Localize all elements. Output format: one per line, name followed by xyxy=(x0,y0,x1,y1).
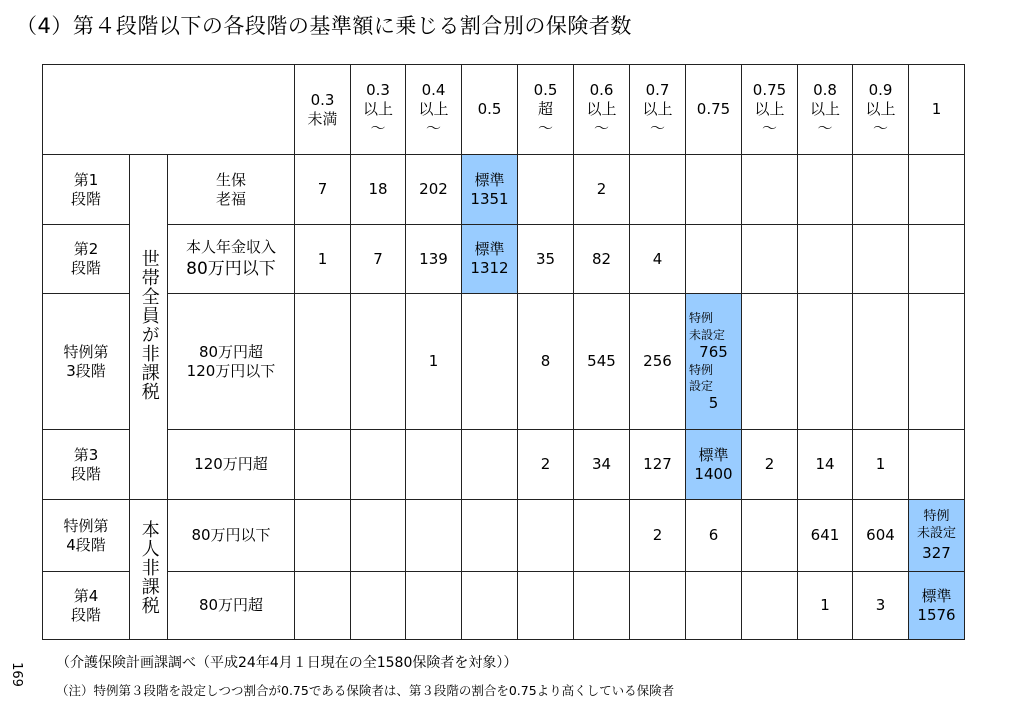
value-cell: 4 xyxy=(630,225,686,294)
value-cell: 2 xyxy=(518,430,574,500)
value-cell xyxy=(909,430,965,500)
value-cell: 202 xyxy=(406,155,462,225)
value-cell xyxy=(351,500,406,572)
value-cell: 18 xyxy=(351,155,406,225)
value-cell xyxy=(351,430,406,500)
stage-label: 第4 段階 xyxy=(43,572,130,640)
source-note: （介護保険計画課調べ（平成24年4月１日現在の全1580保険者を対象）） xyxy=(56,655,518,671)
header-row xyxy=(43,65,965,155)
value-cell: 6 xyxy=(686,500,742,572)
value-cell xyxy=(574,572,630,640)
header-corner xyxy=(43,65,295,155)
value-cell xyxy=(295,572,351,640)
value-cell xyxy=(909,155,965,225)
income-label: 80万円超 xyxy=(168,572,295,640)
group-label-honnin: 本人非課税 xyxy=(130,500,168,640)
page-number: 169 xyxy=(8,662,24,687)
value-cell xyxy=(406,572,462,640)
header-cell: 0.3 以上 ～ xyxy=(351,65,406,155)
value-cell xyxy=(686,155,742,225)
stage-label: 特例第 3段階 xyxy=(43,294,130,430)
value-cell xyxy=(630,155,686,225)
stage-label: 特例第 4段階 xyxy=(43,500,130,572)
value-cell: 127 xyxy=(630,430,686,500)
standard-cell: 標準 1400 xyxy=(686,430,742,500)
income-label: 80万円超 120万円以下 xyxy=(168,294,295,430)
value-cell: 34 xyxy=(574,430,630,500)
value-cell xyxy=(742,155,798,225)
value-cell xyxy=(295,294,351,430)
value-cell xyxy=(574,500,630,572)
value-cell xyxy=(909,294,965,430)
value-cell: 2 xyxy=(630,500,686,572)
value-cell xyxy=(462,294,518,430)
value-cell xyxy=(518,572,574,640)
standard-cell: 標準 1576 xyxy=(909,572,965,640)
header-cell: 0.4 以上 ～ xyxy=(406,65,462,155)
value-cell xyxy=(742,572,798,640)
table-row xyxy=(43,500,965,572)
header-cell: 0.8 以上 ～ xyxy=(798,65,853,155)
value-cell xyxy=(686,225,742,294)
stage-label: 第3 段階 xyxy=(43,430,130,500)
table-row xyxy=(43,225,965,294)
value-cell: 7 xyxy=(351,225,406,294)
special-setting-cell: 特例 未設定 765 特例 設定 5 xyxy=(686,294,742,430)
value-cell: 2 xyxy=(742,430,798,500)
value-cell xyxy=(462,430,518,500)
header-cell: 0.5 超 ～ xyxy=(518,65,574,155)
header-cell: 0.9 以上 ～ xyxy=(853,65,909,155)
value-cell: 1 xyxy=(295,225,351,294)
value-cell xyxy=(630,572,686,640)
income-label: 生保 老福 xyxy=(168,155,295,225)
value-cell: 1 xyxy=(406,294,462,430)
special-setting-cell: 特例 未設定 327 xyxy=(909,500,965,572)
value-cell xyxy=(406,430,462,500)
value-cell: 8 xyxy=(518,294,574,430)
value-cell xyxy=(518,155,574,225)
value-cell xyxy=(798,225,853,294)
table-row xyxy=(43,294,965,430)
header-cell: 0.5 xyxy=(462,65,518,155)
income-label: 120万円超 xyxy=(168,430,295,500)
header-cell: 0.6 以上 ～ xyxy=(574,65,630,155)
value-cell xyxy=(351,572,406,640)
footnote: （注）特例第３段階を設定しつつ割合が0.75である保険者は、第３段階の割合を0.75より高くしている保険者 xyxy=(56,683,675,698)
value-cell: 604 xyxy=(853,500,909,572)
header-cell: 0.3 未満 xyxy=(295,65,351,155)
value-cell xyxy=(742,500,798,572)
header-cell: 1 xyxy=(909,65,965,155)
table-row xyxy=(43,430,965,500)
value-cell xyxy=(351,294,406,430)
value-cell xyxy=(518,500,574,572)
page-title: （4）第４段階以下の各段階の基準額に乗じる割合別の保険者数 xyxy=(16,14,632,38)
value-cell: 641 xyxy=(798,500,853,572)
standard-cell: 標準 1312 xyxy=(462,225,518,294)
income-label: 80万円以下 xyxy=(168,500,295,572)
standard-cell: 標準 1351 xyxy=(462,155,518,225)
value-cell: 545 xyxy=(574,294,630,430)
group-label-setai: 世帯全員が非課税 xyxy=(130,155,168,500)
table-row xyxy=(43,572,965,640)
value-cell: 2 xyxy=(574,155,630,225)
value-cell xyxy=(742,294,798,430)
value-cell xyxy=(462,572,518,640)
value-cell xyxy=(798,155,853,225)
value-cell: 1 xyxy=(798,572,853,640)
value-cell: 139 xyxy=(406,225,462,294)
value-cell xyxy=(295,430,351,500)
value-cell: 256 xyxy=(630,294,686,430)
header-cell: 0.7 以上 ～ xyxy=(630,65,686,155)
insurer-ratio-table xyxy=(42,64,965,640)
value-cell: 1 xyxy=(853,430,909,500)
header-cell: 0.75 以上 ～ xyxy=(742,65,798,155)
header-cell: 0.75 xyxy=(686,65,742,155)
value-cell: 14 xyxy=(798,430,853,500)
value-cell: 3 xyxy=(853,572,909,640)
value-cell xyxy=(909,225,965,294)
value-cell xyxy=(853,155,909,225)
income-label: 本人年金収入 80万円以下 xyxy=(168,225,295,294)
value-cell xyxy=(853,225,909,294)
value-cell xyxy=(686,572,742,640)
value-cell xyxy=(742,225,798,294)
value-cell: 35 xyxy=(518,225,574,294)
stage-label: 第1 段階 xyxy=(43,155,130,225)
value-cell: 7 xyxy=(295,155,351,225)
value-cell xyxy=(798,294,853,430)
value-cell xyxy=(406,500,462,572)
value-cell xyxy=(462,500,518,572)
stage-label: 第2 段階 xyxy=(43,225,130,294)
table-row xyxy=(43,155,965,225)
value-cell: 82 xyxy=(574,225,630,294)
value-cell xyxy=(853,294,909,430)
value-cell xyxy=(295,500,351,572)
